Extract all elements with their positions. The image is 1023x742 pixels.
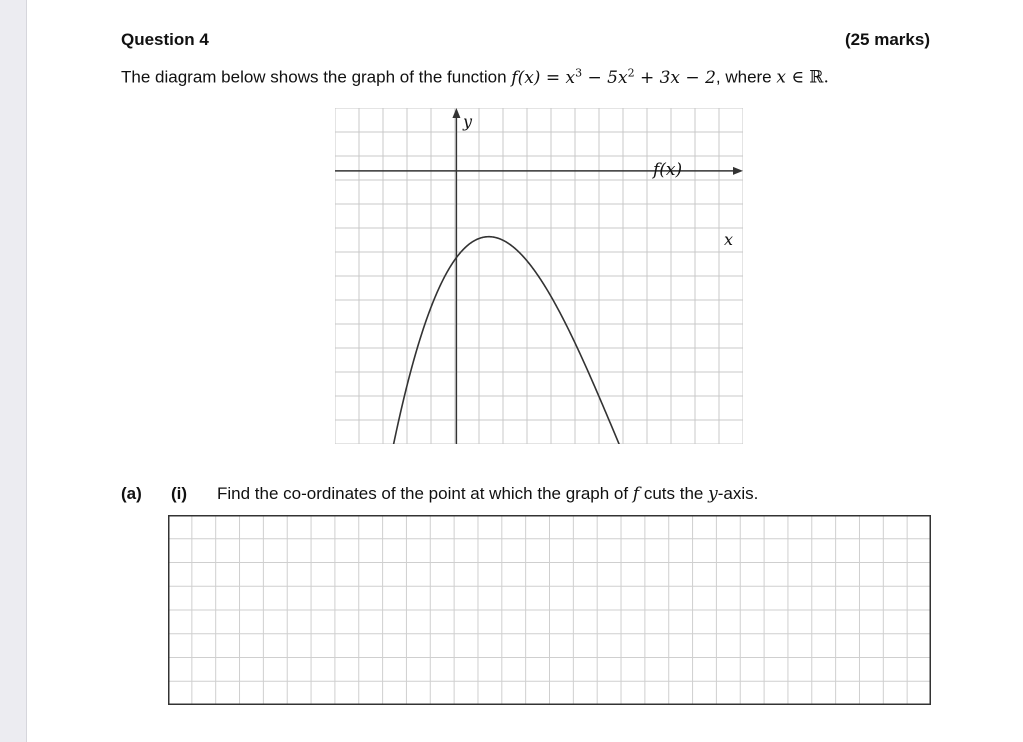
marks-label: (25 marks) [844, 30, 930, 49]
answer-box[interactable] [168, 515, 931, 705]
function-graph [335, 108, 743, 444]
function-lhs: f(x) = [511, 67, 566, 88]
function-expression [511, 68, 716, 88]
function-curve [393, 237, 619, 444]
x-axis-arrow [733, 167, 743, 175]
part-a-text-before: Find the co-ordinates of the point at which the graph of [217, 484, 633, 503]
y-axis-label: y [463, 112, 473, 131]
part-a-text-middle: cuts the [639, 484, 709, 503]
part-a-label: (a) [121, 484, 142, 503]
domain-expression [776, 68, 829, 88]
part-a-text-after: -axis. [717, 484, 759, 503]
intro-text-after: , where [715, 67, 777, 87]
part-a-question [121, 484, 759, 504]
axis-symbol: y [708, 484, 718, 504]
term-x: x [565, 67, 576, 88]
x-axis-label: x [724, 230, 734, 249]
domain-var: x [776, 67, 786, 88]
window-left-strip [0, 0, 27, 742]
domain-set: ∈ ℝ. [785, 67, 829, 88]
part-a-i-text [217, 484, 758, 504]
answer-grid [168, 515, 931, 705]
y-axis-arrow [452, 108, 460, 118]
term-rest: + 3x − 2 [634, 67, 716, 88]
question-intro [121, 66, 829, 88]
term-5x: − 5x [582, 67, 628, 88]
part-a-i-label: (i) [171, 484, 188, 503]
func-symbol: f [632, 484, 640, 504]
exp-3: 3 [575, 66, 583, 79]
question-title: Question 4 [121, 30, 209, 49]
curve-label: f(x) [653, 160, 683, 180]
intro-text-before: The diagram below shows the graph of the function [121, 67, 512, 87]
exp-2: 2 [627, 66, 635, 79]
